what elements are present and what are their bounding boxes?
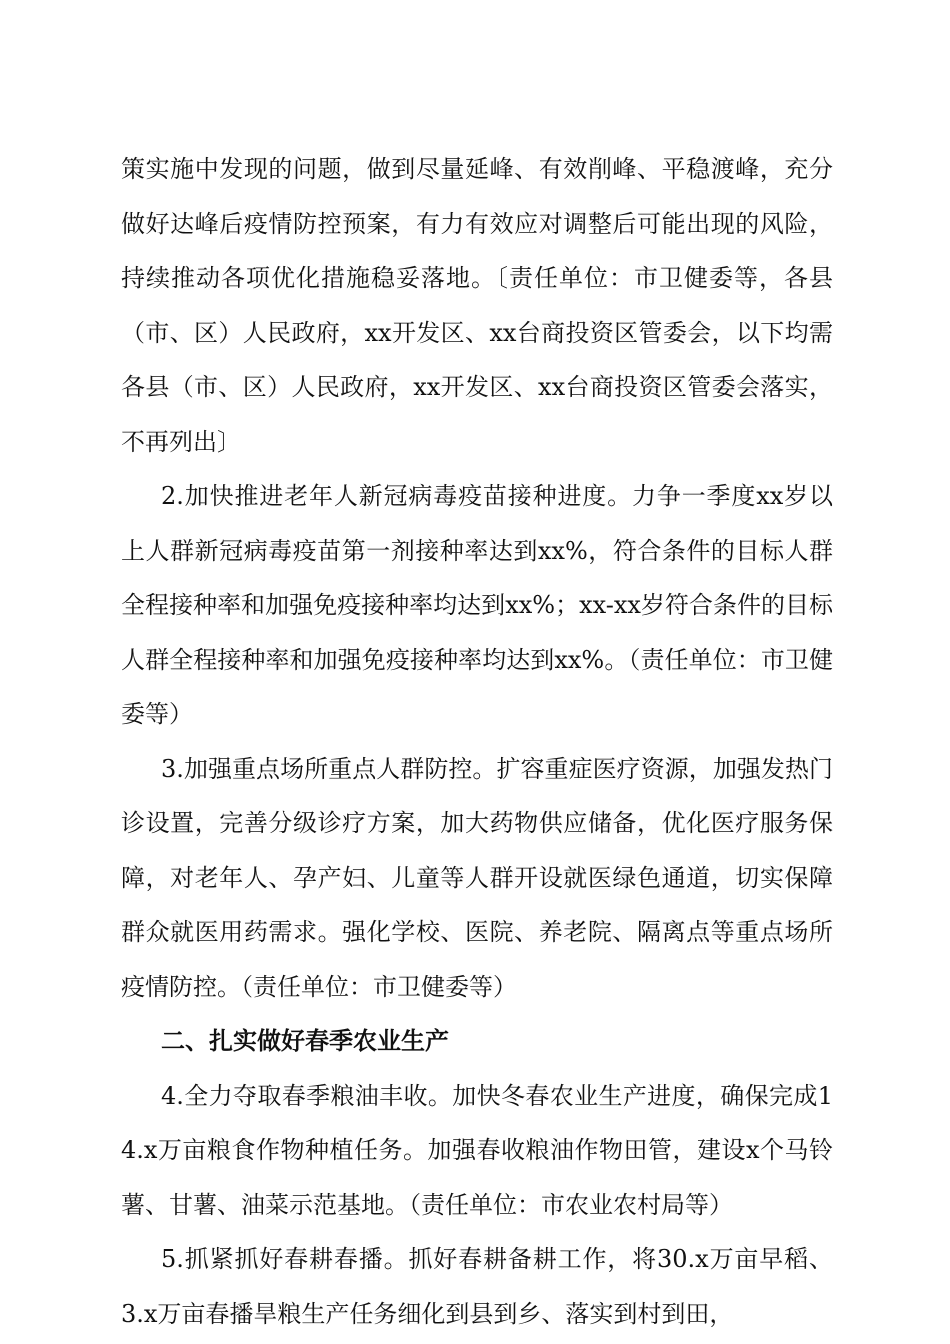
document-body <box>121 142 833 1341</box>
paragraph-5: 5.抓紧抓好春耕春播。抓好春耕备耕工作，将30.x万亩早稻、3.x万亩春播旱粮生产任务细化到县到乡、落实到村到田， <box>121 1245 833 1328</box>
paragraph-2: 2.加快推进老年人新冠病毒疫苗接种进度。力争一季度xx岁以上人群新冠病毒疫苗第一剂接种率达到xx%，符合条件的目标人群全程接种率和加强免疫接种率均达到xx%；xx-xx岁符合条件的目标人群全程接种率和加强免疫接种率均达到xx%。（责任单位：市卫健委等） <box>121 482 833 728</box>
paragraph-1: 策实施中发现的问题，做到尽量延峰、有效削峰、平稳渡峰，充分做好达峰后疫情防控预案，有力有效应对调整后可能出现的风险，持续推动各项优化措施稳妥落地。〔责任单位：市卫健委等，各县（市、区）人民政府，xx开发区、xx台商投资区管委会，以下均需各县（市、区）人民政府，xx开发区、xx台商投资区管委会落实，不再列出〕 <box>121 155 833 456</box>
paragraph-3: 3.加强重点场所重点人群防控。扩容重症医疗资源，加强发热门诊设置，完善分级诊疗方案，加大药物供应储备，优化医疗服务保障，对老年人、孕产妇、儿童等人群开设就医绿色通道，切实保障群众就医用药需求。强化学校、医院、养老院、隔离点等重点场所疫情防控。（责任单位：市卫健委等） <box>121 754 833 1001</box>
paragraph-4: 4.全力夺取春季粮油丰收。加快冬春农业生产进度，确保完成14.x万亩粮食作物种植任务。加强春收粮油作物田管，建设x个马铃薯、甘薯、油菜示范基地。（责任单位：市农业农村局等） <box>121 1081 833 1219</box>
section-heading: 二、扎实做好春季农业生产 <box>161 1027 449 1055</box>
